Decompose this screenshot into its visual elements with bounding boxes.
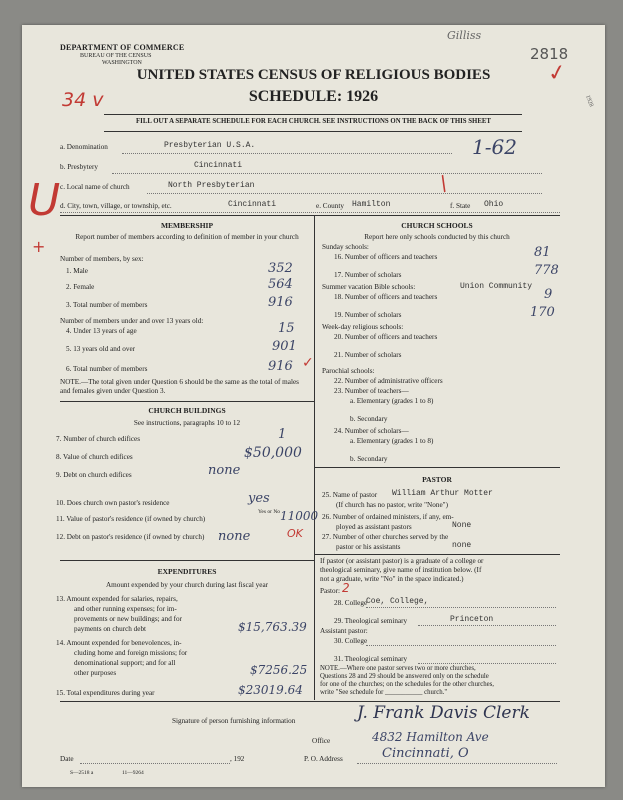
q28-label: 28. College [334,599,368,607]
q23-label: 23. Number of teachers— [334,387,409,395]
q14-value: $7256.25 [250,663,308,677]
weekday-label: Week-day religious schools: [322,323,404,331]
pastor-note-2: Questions 28 and 29 should be answered only on the schedule [320,673,489,680]
date-label: Date [60,755,74,763]
church-name-value: North Presbyterian [168,181,255,190]
q9-value: none [208,463,241,478]
q6-value: 916 [268,359,293,374]
po-label: P. O. Address [304,755,343,763]
q15-value: $23019.64 [238,683,303,697]
schools-intro: Report here only schools conducted by this church [364,233,510,241]
q3-label: 3. Total number of members [66,301,148,309]
city-heading: WASHINGTON [102,60,142,66]
q23b-label: b. Secondary [350,415,388,423]
q4-label: 4. Under 13 years of age [66,327,137,335]
pastor-note-1: NOTE.—Where one pastor serves two or more churches, [320,665,476,672]
column-divider [314,215,315,700]
form-title: UNITED STATES CENSUS OF RELIGIOUS BODIES [136,67,491,83]
state-label: f. State [450,202,471,210]
q27-line1: 27. Number of other churches served by the [322,533,449,541]
q5-label: 5. 13 years old and over [66,345,136,353]
q14-line1: 14. Amount expended for benevolences, in- [56,639,182,647]
age-intro: Number of members under and over 13 years old: [60,317,204,325]
graduate-line2: theological seminary, give name of institution below. (If [320,566,482,574]
city-value: Cincinnati [228,200,277,209]
graduate-line3: not a graduate, write "No" in the space indicated.) [320,575,464,583]
q4-value: 15 [278,321,295,336]
q31-label: 31. Theological seminary [334,655,408,663]
red-tick: / [435,170,452,196]
q13-line3: provements or new buildings; and for [74,615,182,623]
schools-title: CHURCH SCHOOLS [401,221,473,230]
signature-label: Signature of person furnishing information [172,717,296,725]
q5-value: 901 [272,339,297,354]
q16-value: 81 [534,245,551,260]
county-value: Hamilton [352,200,391,209]
city-label: d. City, town, village, or township, etc. [60,202,172,210]
q27-line2: pastor or his assistants [336,543,401,551]
presbytery-value: Cincinnati [194,161,243,170]
q10-label: 10. Does church own pastor's residence [56,499,170,507]
q24-label: 24. Number of scholars— [334,427,409,435]
q24b-label: b. Secondary [350,455,388,463]
po-value: Cincinnati, O [382,746,469,761]
q3-value: 916 [268,295,293,310]
q21-label: 21. Number of scholars [334,351,402,359]
membership-intro: Report number of members according to definition of member in your church [75,233,299,241]
q13-line4: payments on church debt [74,625,147,633]
q19-value: 170 [530,305,555,320]
office-label: Office [312,737,331,745]
denomination-value: Presbyterian U.S.A. [164,141,256,150]
assistant-pastor-label: Assistant pastor: [320,627,368,635]
q11-value: 11000 [280,509,319,523]
q14-line3: denominational support; and for all [74,659,176,667]
form-subtitle: SCHEDULE: 1926 [248,88,379,105]
parochial-label: Parochial schools: [322,367,375,375]
q16-label: 16. Number of officers and teachers [334,253,438,261]
q10-value: yes [248,491,270,506]
state-value: Ohio [484,200,504,209]
q12-label: 12. Debt on pastor's residence (if owned by church) [56,533,205,541]
q6-label: 6. Total number of members [66,365,148,373]
pastor-note-3: for one of the churches; on the schedules for the other churches, [320,681,495,688]
q11-label: 11. Value of pastor's residence (if owned by church) [56,515,206,523]
census-schedule-sheet [22,25,605,787]
membership-title: MEMBERSHIP [160,221,214,230]
margin-plus-mark: + [32,237,46,256]
q14-line4: other purposes [74,669,117,677]
q14-line2: cluding home and foreign missions; for [74,649,188,657]
q26-line2: ployed as assistant pastors [336,523,412,531]
q18-value: 9 [544,287,553,302]
serial-number: 2818 [530,45,569,63]
summer-value: Union Community [460,282,533,291]
q25-note: (If church has no pastor, write "None") [336,501,448,509]
bureau-heading: BUREAU OF THE CENSUS [80,53,152,59]
q2-value: 564 [268,277,293,292]
office-value: 4832 Hamilton Ave [372,730,489,744]
pastor-sub-label: Pastor: [320,587,340,595]
check-mark: ✓ [545,59,569,88]
q24a-label: a. Elementary (grades 1 to 8) [350,437,434,445]
signature: J. Frank Davis Clerk [357,703,530,723]
pastor-note-4: write "See schedule for ___________ church." [320,689,448,696]
q25-value: William Arthur Motter [392,489,493,498]
q2-label: 2. Female [66,283,95,291]
q13-line2: and other running expenses; for im- [74,605,177,613]
instruction-line: FILL OUT A SEPARATE SCHEDULE FOR EACH CHURCH. SEE INSTRUCTIONS ON THE BACK OF THIS SHEET [136,118,491,125]
expenditures-intro: Amount expended by your church during last fiscal year [105,581,269,589]
q8-value: $50,000 [244,445,302,461]
q29-label: 29. Theological seminary [334,617,408,625]
q23a-label: a. Elementary (grades 1 to 8) [350,397,434,405]
top-handwriting: Gilliss [447,29,482,42]
red-pastor-mark: 2 [342,581,350,595]
red-ok-mark: OK [287,527,303,540]
buildings-title: CHURCH BUILDINGS [148,406,226,415]
q15-label: 15. Total expenditures during year [56,689,155,697]
yes-no-hint: Yes or No [258,509,281,515]
side-year: 1928 [584,94,594,108]
denomination-label: a. Denomination [60,143,108,151]
church-name-label: c. Local name of church [60,183,130,191]
q17-label: 17. Number of scholars [334,271,402,279]
q26-value: None [452,521,472,530]
print-number: 11—9264 [122,770,144,776]
graduate-line1: If pastor (or assistant pastor) is a graduate of a college or [320,557,484,565]
q20-label: 20. Number of officers and teachers [334,333,438,341]
q19-label: 19. Number of scholars [334,311,402,319]
q13-value: $15,763.39 [238,620,307,634]
presbytery-label: b. Presbytery [60,163,98,171]
q26-line1: 26. Number of ordained ministers, if any, em- [322,513,454,521]
q1-label: 1. Male [66,267,88,275]
membership-note: NOTE.—The total given under Question 6 should be the same as the total of males and females given under Question 3. [60,378,299,395]
red-check-6: ✓ [302,355,314,371]
pastor-title: PASTOR [422,475,452,484]
buildings-instr: See instructions, paragraphs 10 to 12 [133,419,241,427]
q13-line1: 13. Amount expended for salaries, repairs, [56,595,178,603]
county-label: e. County [316,202,344,210]
date-year: , 192 [230,755,245,763]
q7-label: 7. Number of church edifices [56,435,141,443]
q12-value: none [218,529,251,544]
denomination-code: 1-62 [472,135,517,159]
red-code: 34 v [62,89,104,111]
margin-red-mark: U [28,175,61,226]
summer-label: Summer vacation Bible schools: [322,283,416,291]
q17-value: 778 [534,263,559,278]
expenditures-title: EXPENDITURES [157,567,217,576]
q28-value: Coe, College, [366,597,429,606]
sunday-label: Sunday schools: [322,243,369,251]
q22-label: 22. Number of administrative officers [334,377,443,385]
q30-label: 30. College [334,637,368,645]
department-heading: DEPARTMENT OF COMMERCE [60,43,185,52]
q8-label: 8. Value of church edifices [56,453,133,461]
q25-label: 25. Name of pastor [322,491,378,499]
q18-label: 18. Number of officers and teachers [334,293,438,301]
q27-value: none [452,541,472,550]
by-sex-label: Number of members, by sex: [60,255,144,263]
q29-value: Princeton [450,615,494,624]
q7-value: 1 [278,427,287,442]
q1-value: 352 [268,261,293,276]
form-number: S—2518 a [70,770,94,776]
q9-label: 9. Debt on church edifices [56,471,132,479]
